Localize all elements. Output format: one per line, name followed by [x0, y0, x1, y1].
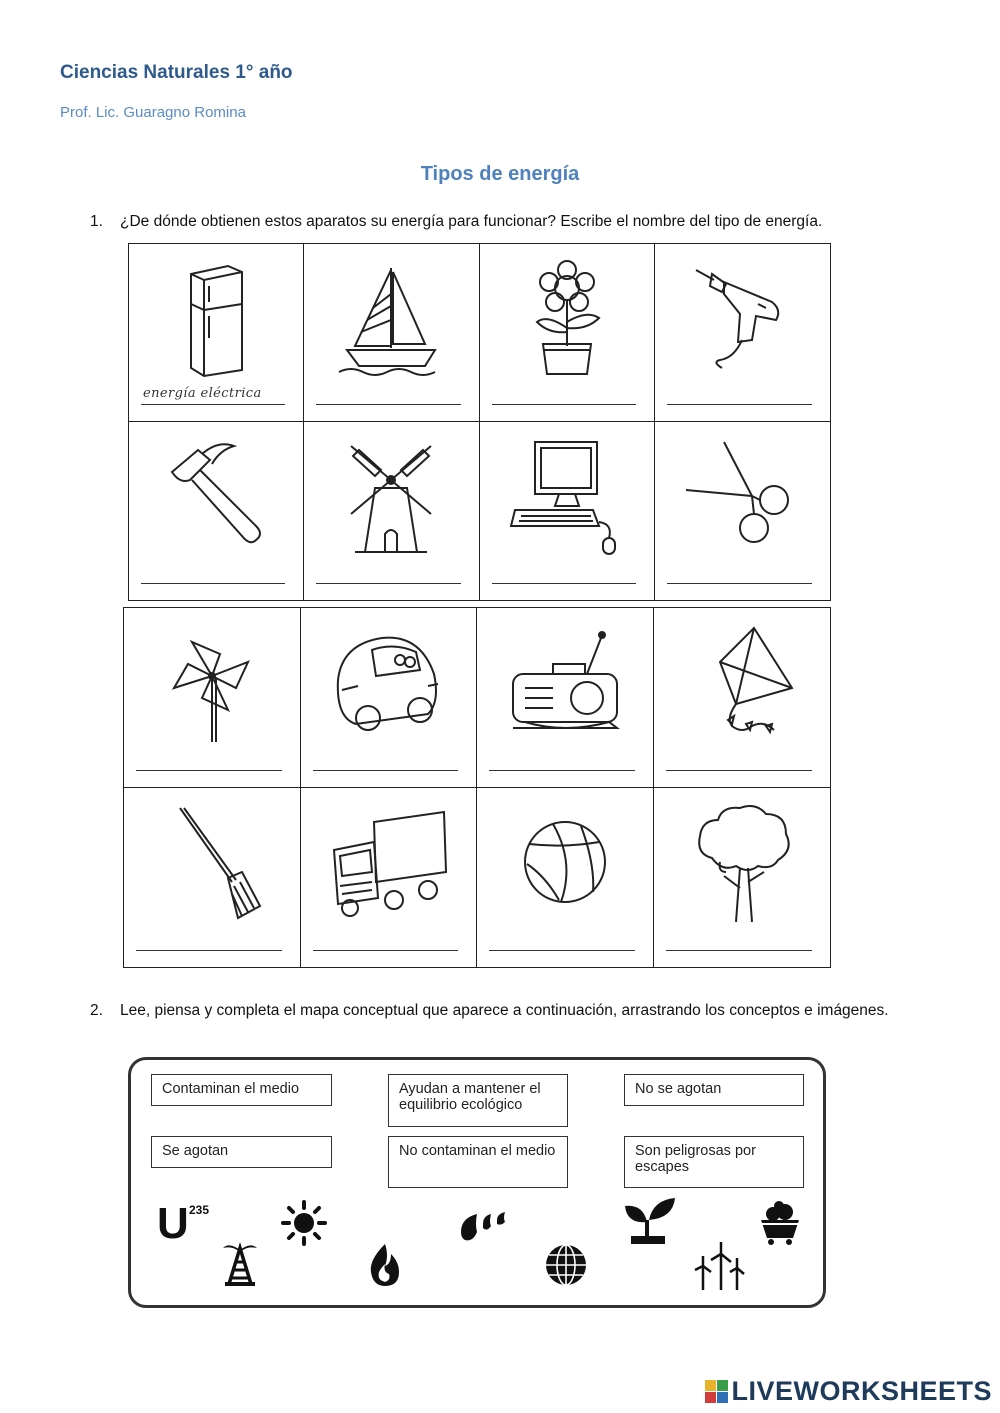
answer-line[interactable]: [136, 925, 282, 951]
computer-icon: [507, 436, 627, 556]
answer-line[interactable]: [666, 745, 813, 771]
car-icon: [328, 622, 448, 742]
grid-cell-kite: [654, 608, 831, 788]
concept-tag-se-agotan[interactable]: Se agotan: [151, 1136, 332, 1168]
course-title: Ciencias Naturales 1° año: [60, 62, 293, 83]
grid-cell-windmill: [304, 422, 479, 600]
flower-pot-icon: [507, 258, 627, 378]
question-text: Lee, piensa y completa el mapa conceptual que aparece a continuación, arrastrando los conceptos e imágenes.: [120, 1002, 889, 1019]
concept-tag-contaminan[interactable]: Contaminan el medio: [151, 1074, 332, 1106]
concept-tag-no-se-agotan[interactable]: No se agotan: [624, 1074, 804, 1106]
flame-icon[interactable]: [361, 1242, 407, 1288]
uranium-icon[interactable]: [157, 1198, 217, 1244]
grid-cell-flower-pot: [480, 244, 655, 422]
concept-tag-no-contaminan[interactable]: No contaminan el medio: [388, 1136, 568, 1188]
electric-drill-icon: [682, 258, 802, 378]
tree-icon: [682, 802, 802, 922]
answer-line[interactable]: energía eléctrica: [141, 379, 285, 405]
answer-line[interactable]: [489, 745, 635, 771]
hammer-icon: [156, 436, 276, 556]
logo-square: [717, 1380, 728, 1391]
grid-cell-pinwheel: [124, 608, 301, 788]
grid-cell-truck: [301, 788, 478, 968]
question-1: [90, 209, 910, 235]
answer-line[interactable]: [666, 925, 813, 951]
grid-cell-broom: [124, 788, 301, 968]
section-title: Tipos de energía: [420, 163, 580, 185]
answer-line[interactable]: [313, 925, 459, 951]
pinwheel-icon: [152, 622, 272, 742]
answer-line[interactable]: [136, 745, 282, 771]
sun-icon[interactable]: [281, 1200, 327, 1246]
kite-icon: [682, 622, 802, 742]
concept-tag-peligrosas[interactable]: Son peligrosas por escapes: [624, 1136, 804, 1188]
water-drops-icon[interactable]: [457, 1202, 509, 1248]
windmill-icon: [331, 436, 451, 556]
oil-derrick-icon[interactable]: [217, 1240, 263, 1286]
sailboat-icon: [331, 258, 451, 378]
answer-line[interactable]: [667, 558, 812, 584]
grid-cell-radio: [477, 608, 654, 788]
answer-line[interactable]: [313, 745, 459, 771]
refrigerator-icon: [156, 258, 276, 378]
broom-icon: [152, 802, 272, 922]
scissors-icon: [682, 436, 802, 556]
logo-square: [705, 1380, 716, 1391]
answer-line[interactable]: [492, 379, 636, 405]
svg-text:U: U: [157, 1199, 189, 1244]
svg-text:235: 235: [189, 1203, 210, 1217]
grid-cell-tree: [654, 788, 831, 968]
brand-logo-icon: [705, 1380, 728, 1403]
logo-square: [717, 1392, 728, 1403]
globe-icon[interactable]: [543, 1242, 589, 1288]
grid-cell-refrigerator: [129, 244, 304, 422]
question-number: 2.: [90, 1002, 103, 1019]
answer-line[interactable]: [141, 558, 285, 584]
question-text: ¿De dónde obtienen estos aparatos su energía para funcionar? Escribe el nombre del tipo de energía.: [120, 213, 823, 230]
grid-cell-sailboat: [304, 244, 479, 422]
radio-icon: [505, 622, 625, 742]
answer-line[interactable]: [492, 558, 636, 584]
energy-grid-top: [128, 243, 831, 601]
answer-line[interactable]: [316, 379, 460, 405]
grid-cell-computer: [480, 422, 655, 600]
brand-name: LIVEWORKSHEETS: [731, 1376, 992, 1406]
answer-line[interactable]: [489, 925, 635, 951]
teacher-name: Prof. Lic. Guaragno Romina: [60, 104, 246, 121]
truck-icon: [328, 802, 448, 922]
coal-cart-icon[interactable]: [757, 1200, 803, 1246]
concept-tag-equilibrio[interactable]: Ayudan a mantener el equilibrio ecológico: [388, 1074, 568, 1127]
grid-cell-hammer: [129, 422, 304, 600]
logo-square: [705, 1392, 716, 1403]
liveworksheets-brand: [705, 1376, 992, 1407]
grid-cell-electric-drill: [655, 244, 830, 422]
answer-line[interactable]: [316, 558, 460, 584]
wind-turbines-icon[interactable]: [691, 1240, 745, 1292]
grid-cell-scissors: [655, 422, 830, 600]
energy-grid-bottom: [123, 607, 831, 968]
answer-line[interactable]: [667, 379, 812, 405]
beach-ball-icon: [505, 802, 625, 922]
question-number: 1.: [90, 213, 103, 230]
grid-cell-car: [301, 608, 478, 788]
grid-cell-beach-ball: [477, 788, 654, 968]
concept-map-box: [128, 1057, 826, 1308]
plant-sprout-icon[interactable]: [623, 1196, 677, 1246]
question-2: [90, 998, 910, 1052]
